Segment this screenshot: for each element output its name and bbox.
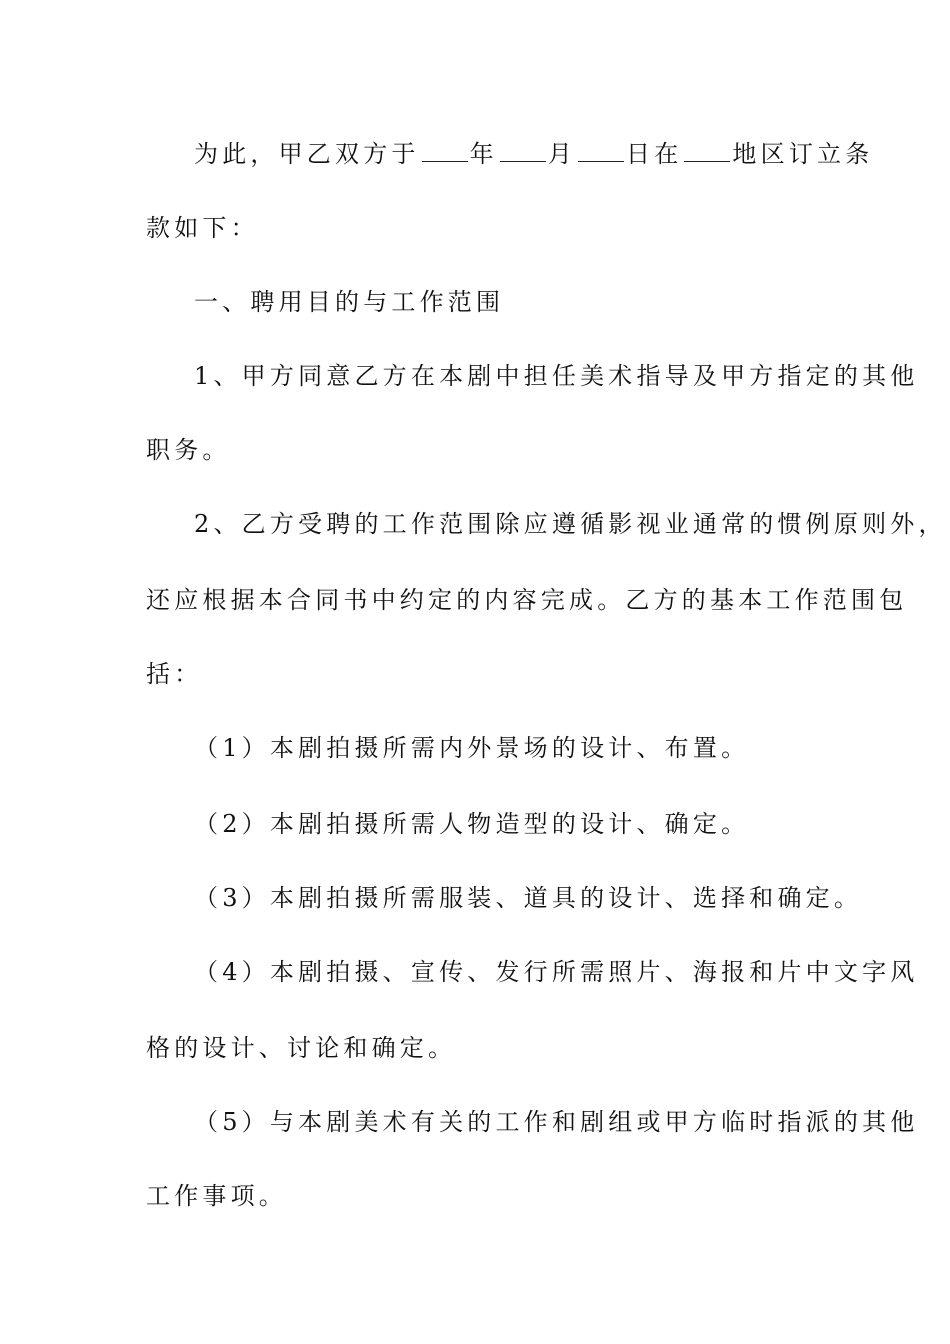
- clause-1-line-1: 1、甲方同意乙方在本剧中担任美术指导及甲方指定的其他: [194, 362, 919, 390]
- item-1: （1）本剧拍摄所需内外景场的设计、布置。: [194, 734, 750, 762]
- intro-paragraph-line-1: [194, 138, 873, 170]
- intro-text-3: 月: [547, 140, 577, 168]
- clause-1-line-2: 职务。: [146, 436, 231, 464]
- intro-text-2: 年: [469, 140, 498, 168]
- day-blank: [578, 160, 624, 162]
- item-2: （2）本剧拍摄所需人物造型的设计、确定。: [194, 810, 750, 838]
- region-blank: [684, 160, 730, 162]
- item-4-line-2: 格的设计、讨论和确定。: [146, 1034, 457, 1062]
- intro-text-5: 地区订立条: [732, 140, 874, 168]
- clause-2-line-3: 括：: [146, 660, 203, 688]
- intro-paragraph-line-2: 款如下：: [146, 214, 259, 242]
- intro-text-1: 为此，甲乙双方于: [194, 140, 420, 168]
- item-5-line-1: （5）与本剧美术有关的工作和剧组或甲方临时指派的其他: [194, 1108, 919, 1136]
- year-blank: [422, 160, 468, 162]
- item-4-line-1: （4）本剧拍摄、宣传、发行所需照片、海报和片中文字风: [194, 958, 919, 986]
- intro-text-4: 日在: [626, 140, 683, 168]
- item-3: （3）本剧拍摄所需服装、道具的设计、选择和确定。: [194, 884, 863, 912]
- clause-2-line-2: 还应根据本合同书中约定的内容完成。乙方的基本工作范围包: [146, 586, 908, 614]
- item-5-line-2: 工作事项。: [146, 1182, 287, 1210]
- clause-2-line-1: 2、乙方受聘的工作范围除应遵循影视业通常的惯例原则外，: [194, 510, 947, 538]
- section-heading: 一、聘用目的与工作范围: [194, 288, 505, 316]
- month-blank: [500, 160, 546, 162]
